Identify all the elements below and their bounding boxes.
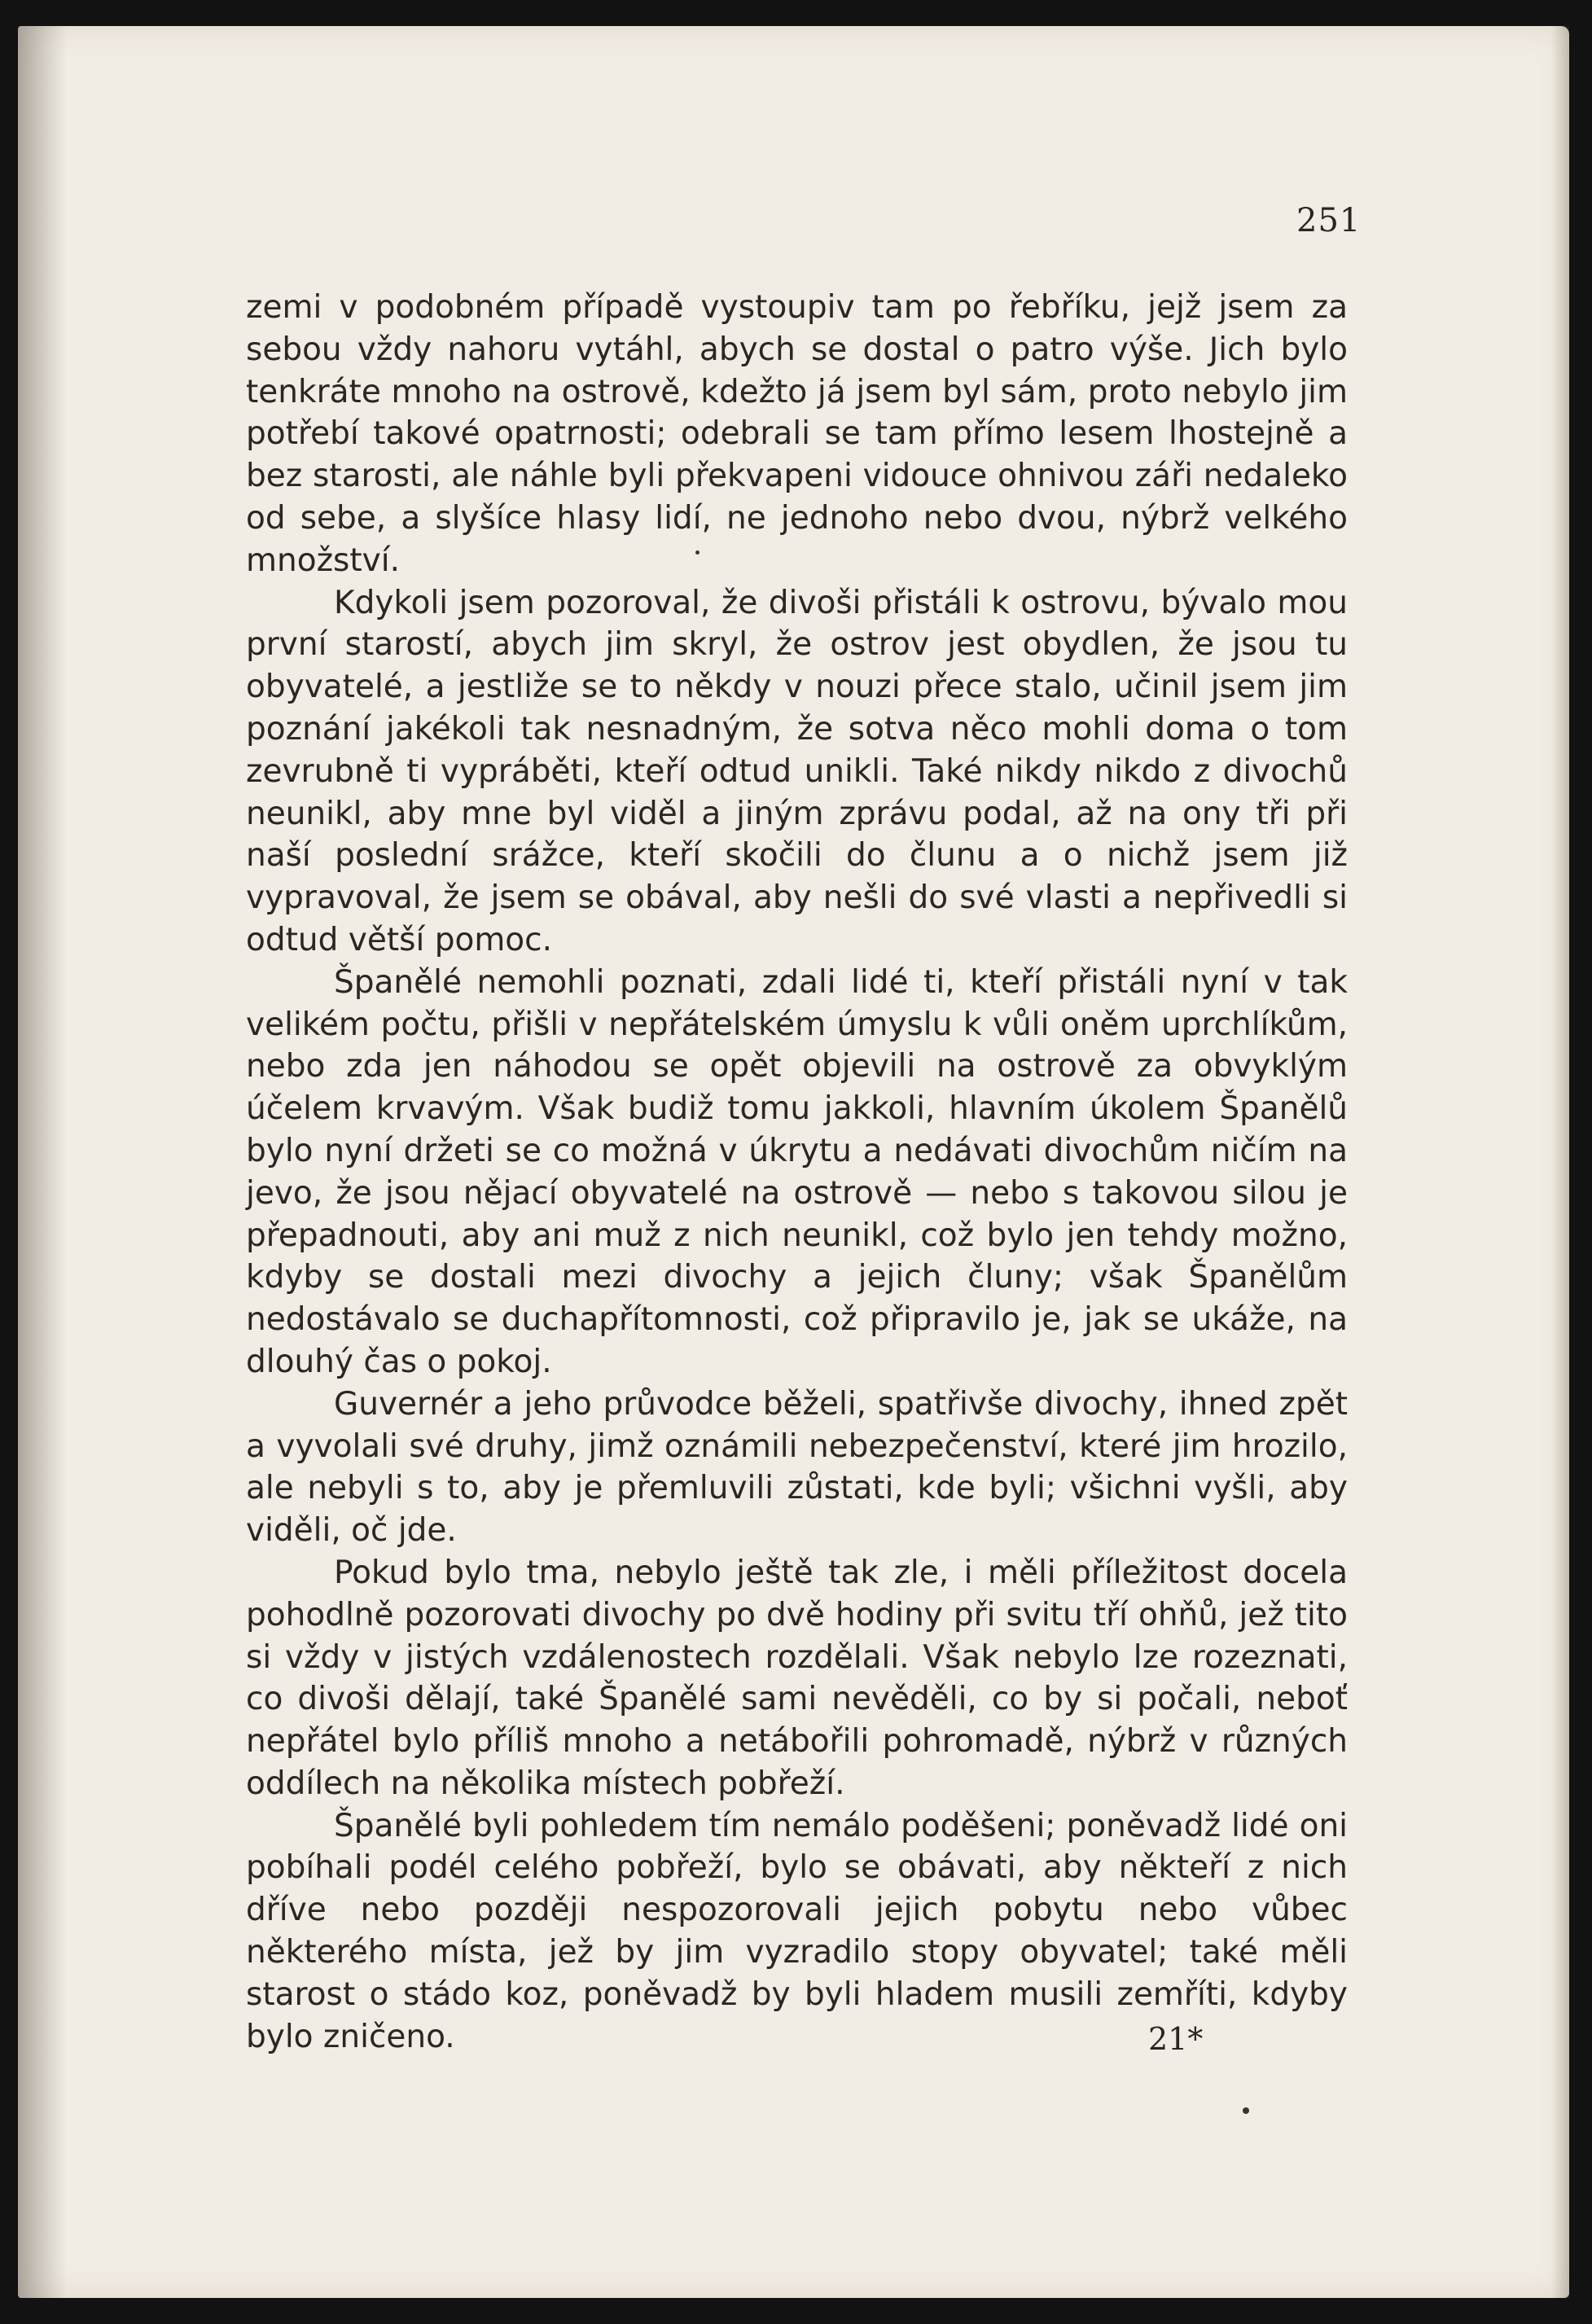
paragraph-4: Guvernér a jeho průvodce běželi, spatřivše divochy, ihned zpět a vyvolali své druhy, jimž oznámili nebezpečenství, které jim hrozilo, ale nebyli s to, aby je přemluvili zůstati, kde byli; všichni vyšli, aby viděli, oč jde. xyxy=(246,1385,1348,1550)
paragraph-1: zemi v podobném případě vystoupiv tam po řebříku, jejž jsem za sebou vždy nahoru vytáhl, abych se dostal o patro výše. Jich bylo tenkráte mnoho na ostrově, kdežto já jsem byl sám, proto nebylo jim potřebí takové opatrnosti; odebrali se tam přímo lesem lhostejně a bez starosti, ale náhle byli překvapeni vidouce ohnivou záři nedaleko od sebe, a slyšíce hlasy lidí, ne jednoho nebo dvou, nýbrž velkého množství. xyxy=(246,289,1348,579)
body-text xyxy=(246,287,1348,2058)
paragraph-6: Španělé byli pohledem tím nemálo poděšeni; poněvadž lidé oni pobíhali podél celého pobřeží, bylo se obávati, aby někteří z nich dříve nebo později nespozorovali jejich pobytu nebo vůbec některého místa, jež by jim vyzradilo stopy obyvatel; také měli starost o stádo koz, poněvadž by byli hladem musili zemříti, kdyby bylo zničeno. xyxy=(246,1807,1348,2055)
signature-mark: 21* xyxy=(1148,2021,1204,2057)
ink-speck xyxy=(1243,2107,1249,2114)
page-number: 251 xyxy=(1296,202,1362,239)
paragraph-3: Španělé nemohli poznati, zdali lidé ti, kteří přistáli nyní v tak velikém počtu, přišli v nepřátelském úmyslu k vůli oněm uprchlíkům, nebo zda jen náhodou se opět objevili na ostrově za obvyklým účelem krvavým. Však budiž tomu jakkoli, hlavním úkolem Španělů bylo nyní držeti se co možná v úkrytu a nedávati divochům ničím na jevo, že jsou nějací obyvatelé na ostrově — nebo s takovou silou je přepadnouti, aby ani muž z nich neunikl, což bylo jen tehdy možno, kdyby se dostali mezi divochy a jejich čluny; však Španělům nedostávalo se duchapřítomnosti, což připravilo je, jak se ukáže, na dlouhý čas o pokoj. xyxy=(246,963,1348,1380)
book-gutter-shadow xyxy=(18,26,67,2298)
ink-speck xyxy=(695,550,700,555)
paragraph-5: Pokud bylo tma, nebylo ještě tak zle, i měli příležitost docela pohodlně pozorovati divochy po dvě hodiny při svitu tří ohňů, jež tito si vždy v jistých vzdálenostech rozdělali. Však nebylo lze rozeznati, co divoši dělají, také Španělé sami nevěděli, co by si počali, neboť nepřátel bylo příliš mnoho a netábořili pohromadě, nýbrž v různých oddílech na několika místech pobřeží. xyxy=(246,1554,1348,1802)
paragraph-2: Kdykoli jsem pozoroval, že divoši přistáli k ostrovu, bývalo mou první starostí, abych jim skryl, že ostrov jest obydlen, že jsou tu obyvatelé, a jestliže se to někdy v nouzi přece stalo, učinil jsem jim poznání jakékoli tak nesnadným, že sotva něco mohli doma o tom zevrubně ti vypráběti, kteří odtud unikli. Také nikdy nikdo z divochů neunikl, aby mne byl viděl a jiným zprávu podal, až na ony tři při naší poslední srážce, kteří skočili do člunu a o nichž jsem již vypravoval, že jsem se obával, aby nešli do své vlasti a nepřivedli si odtud větší pomoc. xyxy=(246,584,1348,958)
page-edge-shadow xyxy=(1551,26,1569,2298)
